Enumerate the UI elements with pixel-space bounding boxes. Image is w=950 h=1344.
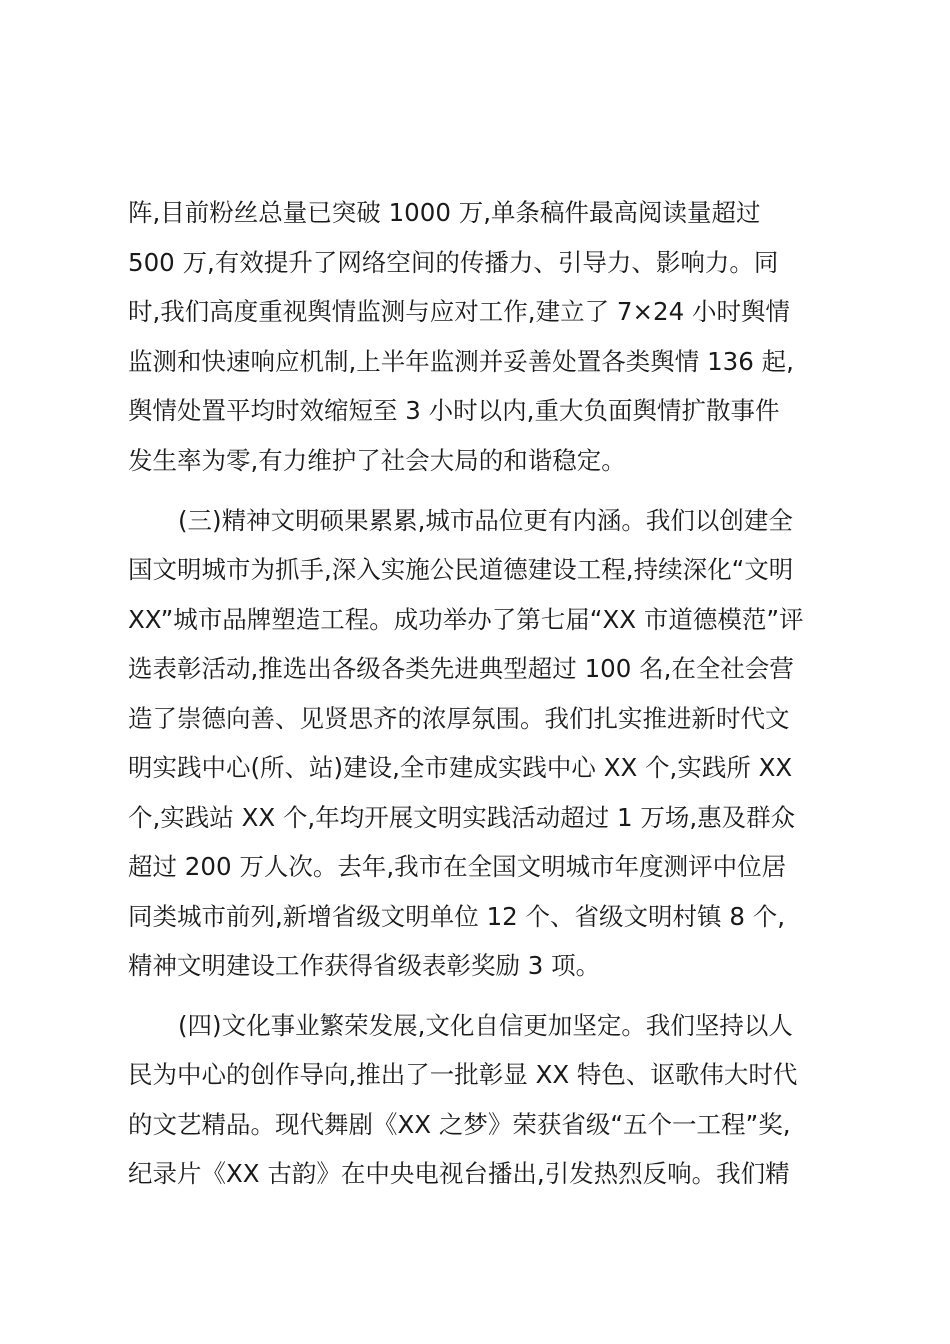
paragraph-2-line-3: XX”城市品牌塑造工程。成功举办了第七届“XX 市道德模范”评 bbox=[128, 605, 804, 634]
paragraph-2-line-6: 明实践中心(所、站)建设,全市建成实践中心 XX 个,实践所 XX bbox=[128, 753, 793, 782]
paragraph-2-line-5: 造了崇德向善、见贤思齐的浓厚氛围。我们扎实推进新时代文 bbox=[128, 704, 790, 733]
paragraph-2-line-8: 超过 200 万人次。去年,我市在全国文明城市年度测评中位居 bbox=[128, 852, 787, 881]
paragraph-1-line-3: 时,我们高度重视舆情监测与应对工作,建立了 7×24 小时舆情 bbox=[128, 297, 790, 326]
paragraph-2-line-1: (三)精神文明硕果累累,城市品位更有内涵。我们以创建全 bbox=[178, 506, 793, 535]
paragraph-2-line-7: 个,实践站 XX 个,年均开展文明实践活动超过 1 万场,惠及群众 bbox=[128, 803, 796, 832]
paragraph-2-line-4: 选表彰活动,推选出各级各类先进典型超过 100 名,在全社会营 bbox=[128, 654, 794, 683]
paragraph-1-line-2: 500 万,有效提升了网络空间的传播力、引导力、影响力。同 bbox=[128, 248, 779, 277]
paragraph-2-line-9: 同类城市前列,新增省级文明单位 12 个、省级文明村镇 8 个, bbox=[128, 902, 785, 931]
paragraph-1-line-5: 舆情处置平均时效缩短至 3 小时以内,重大负面舆情扩散事件 bbox=[128, 396, 780, 425]
paragraph-2-line-2: 国文明城市为抓手,深入实施公民道德建设工程,持续深化“文明 bbox=[128, 555, 794, 584]
paragraph-3-line-1: (四)文化事业繁荣发展,文化自信更加坚定。我们坚持以人 bbox=[178, 1011, 793, 1040]
paragraph-3-line-2: 民为中心的创作导向,推出了一批彰显 XX 特色、讴歌伟大时代 bbox=[128, 1060, 798, 1089]
paragraph-2-line-10: 精神文明建设工作获得省级表彰奖励 3 项。 bbox=[128, 951, 601, 980]
paragraph-3-line-4: 纪录片《XX 古韵》在中央电视台播出,引发热烈反响。我们精 bbox=[128, 1159, 790, 1188]
paragraph-1-line-6: 发生率为零,有力维护了社会大局的和谐稳定。 bbox=[128, 446, 626, 475]
paragraph-3-line-3: 的文艺精品。现代舞剧《XX 之梦》荣获省级“五个一工程”奖, bbox=[128, 1110, 791, 1139]
paragraph-1-line-4: 监测和快速响应机制,上半年监测并妥善处置各类舆情 136 起, bbox=[128, 347, 794, 376]
paragraph-1-line-1: 阵,目前粉丝总量已突破 1000 万,单条稿件最高阅读量超过 bbox=[128, 198, 761, 227]
